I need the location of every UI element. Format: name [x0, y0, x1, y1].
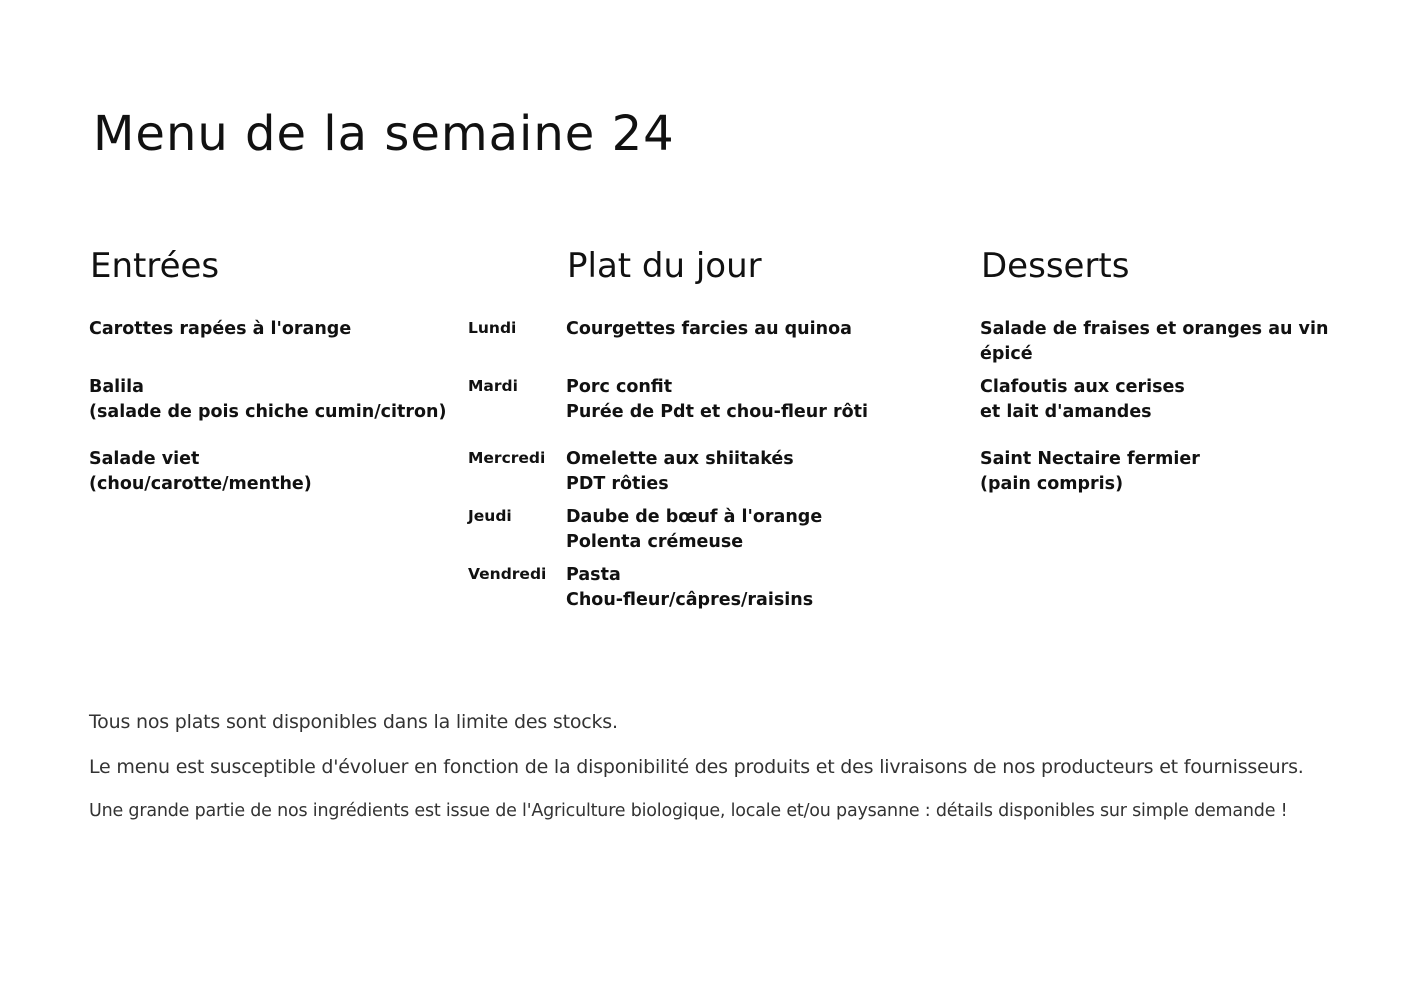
dessert-item-line1: Clafoutis aux cerises — [980, 377, 1185, 397]
entrees-heading: Entrées — [90, 246, 220, 286]
dessert-item-line1: Saint Nectaire fermier — [980, 449, 1200, 469]
plat-item-line1: Courgettes farcies au quinoa — [566, 319, 852, 339]
desserts-heading: Desserts — [981, 246, 1130, 286]
plat-item-line1: Porc confit — [566, 377, 673, 397]
day-label-vendredi: Vendredi — [468, 565, 547, 583]
dessert-item — [980, 317, 1328, 366]
note-availability: Le menu est susceptible d'évoluer en fonction de la disponibilité des produits et des livraisons de nos producteurs et fournisseurs. — [89, 756, 1304, 778]
page-title: Menu de la semaine 24 — [93, 106, 675, 162]
entree-item-line2: (salade de pois chiche cumin/citron) — [89, 401, 447, 422]
plat-item-line2: Chou-fleur/câpres/raisins — [566, 589, 814, 610]
entree-item-line1: Salade viet — [89, 449, 200, 469]
plat-item-line2: Polenta crémeuse — [566, 531, 744, 552]
entree-item-line2: (chou/carotte/menthe) — [89, 473, 312, 494]
plat-item-vendredi — [566, 563, 813, 612]
entree-item-line1: Balila — [89, 377, 144, 397]
dessert-item — [980, 375, 1185, 424]
plat-item-mardi — [566, 375, 868, 424]
dessert-item — [980, 447, 1200, 496]
dessert-item-line2: épicé — [980, 343, 1033, 364]
dessert-item-line1: Salade de fraises et oranges au vin — [980, 319, 1329, 339]
plat-du-jour-heading: Plat du jour — [567, 246, 762, 286]
plat-item-line2: PDT rôties — [566, 473, 669, 494]
day-label-jeudi: Jeudi — [468, 507, 512, 525]
entree-item — [89, 317, 351, 342]
plat-item-mercredi — [566, 447, 794, 496]
entree-item-line1: Carottes rapées à l'orange — [89, 319, 352, 339]
day-label-lundi: Lundi — [468, 319, 517, 337]
note-stock: Tous nos plats sont disponibles dans la limite des stocks. — [89, 711, 618, 733]
dessert-item-line2: et lait d'amandes — [980, 401, 1152, 422]
plat-item-line2: Purée de Pdt et chou-fleur rôti — [566, 401, 868, 422]
dessert-item-line2: (pain compris) — [980, 473, 1124, 494]
entree-item — [89, 447, 312, 496]
day-label-mardi: Mardi — [468, 377, 518, 395]
day-label-mercredi: Mercredi — [468, 449, 546, 467]
entree-item — [89, 375, 446, 424]
plat-item-line1: Pasta — [566, 565, 621, 585]
plat-item-line1: Omelette aux shiitakés — [566, 449, 794, 469]
plat-item-lundi — [566, 317, 852, 342]
plat-item-jeudi — [566, 505, 822, 554]
note-ingredients: Une grande partie de nos ingrédients est issue de l'Agriculture biologique, locale et/ou paysanne : détails disponibles sur simple demande ! — [89, 801, 1288, 821]
plat-item-line1: Daube de bœuf à l'orange — [566, 507, 823, 527]
